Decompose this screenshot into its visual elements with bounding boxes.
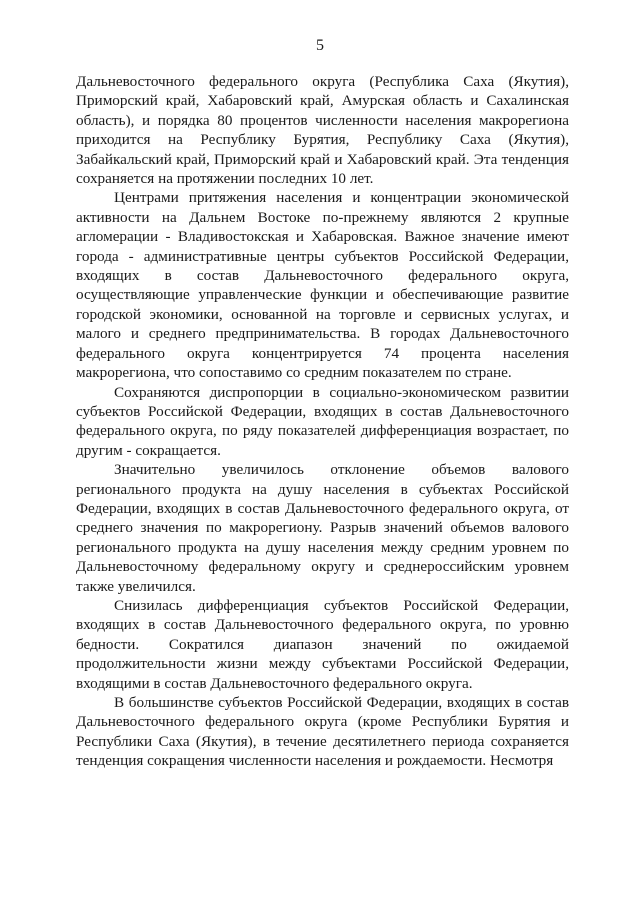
- paragraph-disproportions: Сохраняются диспропорции в социально-экономическом развитии субъектов Российской Федерации, входящих в состав Дальневосточного федерального округа, по ряду показателей дифференциация возрастает, по другим - сокращается.: [76, 383, 569, 459]
- document-body: [76, 72, 569, 771]
- paragraph-agglomerations: Центрами притяжения населения и концентрации экономической активности на Дальнем Востоке по-прежнему являются 2 крупные агломерации - Владивостокская и Хабаровская. Важное значение имеют города - административные центры субъектов Российской Федерации, входящих в состав Дальневосточного федерального округа, осуществляющие управленческие функции и обеспечивающие развитие городской экономики, основанной на торговле и сервисных услугах, и малого и среднего предпринимательства. В городах Дальневосточного федерального округа концентрируется 74 процента населения макрорегиона, что сопоставимо со средним показателем по стране.: [76, 189, 569, 382]
- page-number: 5: [316, 37, 324, 54]
- paragraph-grp-deviation: Значительно увеличилось отклонение объемов валового регионального продукта на душу населения в субъектах Российской Федерации, входящих в состав Дальневосточного федерального округа, от среднего значения по макрорегиону. Разрыв значений объемов валового регионального продукта на душу населения между средним уровнем по Дальневосточному федеральному округу и среднероссийским уровнем также увеличился.: [76, 461, 569, 595]
- paragraph-poverty-differentiation: Снизилась дифференциация субъектов Российской Федерации, входящих в состав Дальневосточного федерального округа, по уровню бедности. Сократился диапазон значений по ожидаемой продолжительности жизни между субъектами Российской Федерации, входящими в состав Дальневосточного федерального округа.: [76, 596, 569, 692]
- paragraph-population-decline: В большинстве субъектов Российской Федерации, входящих в состав Дальневосточного федерального округа (кроме Республики Бурятия и Республики Саха (Якутия), в течение десятилетнего периода сохраняется тенденция сокращения численности населения и рождаемости. Несмотря: [76, 694, 569, 770]
- paragraph-continuation: Дальневосточного федерального округа (Республика Саха (Якутия), Приморский край, Хабаровский край, Амурская область и Сахалинская область), и порядка 80 процентов численности населения макрорегиона приходится на Республику Бурятия, Республику Саха (Якутия), Забайкальский край, Приморский край и Хабаровский край. Эта тенденция сохраняется на протяжении последних 10 лет.: [76, 73, 569, 188]
